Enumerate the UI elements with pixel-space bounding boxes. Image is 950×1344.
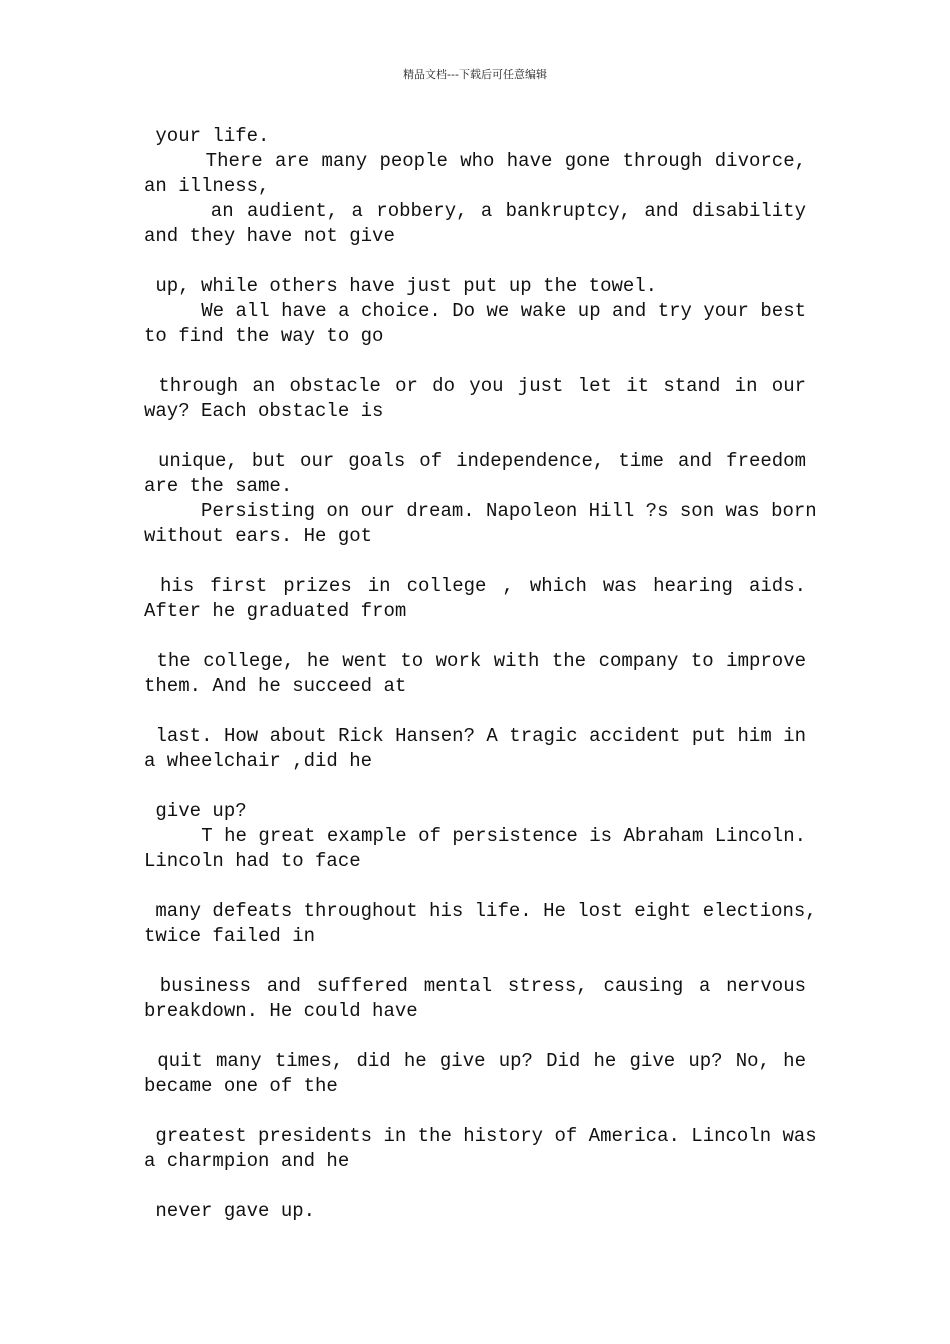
- text-line: them. And he succeed at: [144, 675, 407, 697]
- text-line: quit many times, did he give up? Did he give up? No, he: [144, 1050, 806, 1072]
- text-line: his first prizes in college , which was hearing aids.: [144, 575, 806, 597]
- line-gap: [144, 249, 806, 274]
- text-line: There are many people who have gone through divorce,: [144, 150, 806, 172]
- text-line: became one of the: [144, 1075, 338, 1097]
- line-gap: [144, 624, 806, 649]
- text-line: many defeats throughout his life. He lost eight elections,: [144, 900, 817, 922]
- text-line: a charmpion and he: [144, 1150, 350, 1172]
- line-gap: [144, 1099, 806, 1124]
- text-line: your life.: [144, 125, 270, 147]
- text-line: Persisting on our dream. Napoleon Hill ?s son was born: [144, 500, 817, 522]
- text-line: business and suffered mental stress, causing a nervous: [144, 975, 806, 997]
- line-gap: [144, 874, 806, 899]
- text-line: never gave up.: [144, 1200, 316, 1222]
- text-line: After he graduated from: [144, 600, 407, 622]
- text-line: breakdown. He could have: [144, 1000, 418, 1022]
- text-line: up, while others have just put up the towel.: [144, 275, 658, 297]
- text-line: Lincoln had to face: [144, 850, 361, 872]
- line-gap: [144, 774, 806, 799]
- text-line: and they have not give: [144, 225, 395, 247]
- line-gap: [144, 424, 806, 449]
- text-line: without ears. He got: [144, 525, 373, 547]
- line-gap: [144, 699, 806, 724]
- line-gap: [144, 349, 806, 374]
- line-gap: [144, 549, 806, 574]
- line-gap: [144, 949, 806, 974]
- text-line: twice failed in: [144, 925, 316, 947]
- text-line: are the same.: [144, 475, 293, 497]
- text-line: a wheelchair ,did he: [144, 750, 373, 772]
- text-line: through an obstacle or do you just let it stand in our: [144, 375, 806, 397]
- text-line: the college, he went to work with the company to improve: [144, 650, 806, 672]
- text-line: We all have a choice. Do we wake up and try your best: [144, 300, 806, 322]
- document-body: [144, 124, 817, 1224]
- text-line: T he great example of persistence is Abraham Lincoln.: [144, 825, 806, 847]
- text-line: way? Each obstacle is: [144, 400, 384, 422]
- text-line: an audient, a robbery, a bankruptcy, and disability: [144, 200, 806, 222]
- line-gap: [144, 1024, 806, 1049]
- text-line: give up?: [144, 800, 247, 822]
- text-line: greatest presidents in the history of America. Lincoln was: [144, 1125, 817, 1147]
- text-line: an illness,: [144, 175, 270, 197]
- page-header: 精品文档---下载后可任意编辑: [403, 68, 547, 81]
- text-line: to find the way to go: [144, 325, 384, 347]
- text-line: last. How about Rick Hansen? A tragic accident put him in: [144, 725, 806, 747]
- line-gap: [144, 1174, 806, 1199]
- text-line: unique, but our goals of independence, time and freedom: [144, 450, 806, 472]
